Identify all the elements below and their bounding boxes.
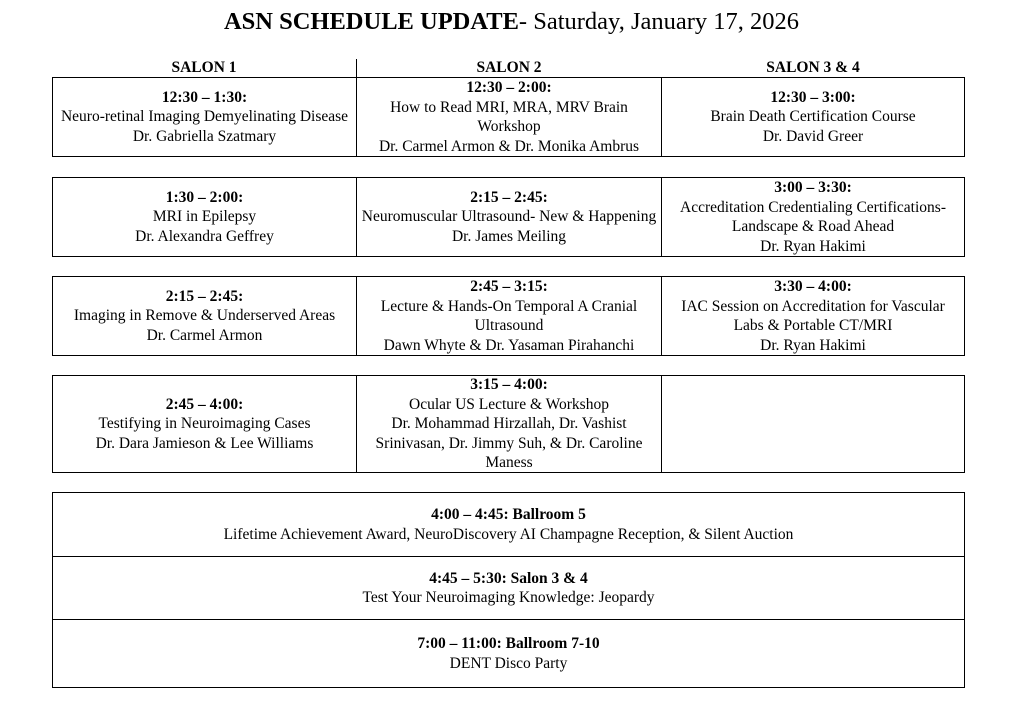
- schedule-row-3: [52, 276, 965, 356]
- session-time: 1:30 – 2:00:: [165, 188, 244, 206]
- session-cell: [357, 277, 662, 355]
- session-title: Brain Death Certification Course: [710, 108, 916, 126]
- title-date: - Saturday, January 17, 2026: [518, 8, 800, 35]
- session-time: 2:15 – 2:45:: [165, 287, 244, 305]
- column-header-salon-1: SALON 1: [171, 59, 237, 76]
- session-cell: [53, 277, 357, 355]
- session-title: IAC Session on Accreditation for Vascular Labs & Portable CT/MRI: [681, 297, 945, 334]
- session-speaker: Dr. Mohammad Hirzallah, Dr. Vashist Srinivasan, Dr. Jimmy Suh, & Dr. Caroline Maness: [375, 415, 643, 472]
- session-speaker: Dr. Ryan Hakimi: [760, 336, 866, 354]
- session-title: MRI in Epilepsy: [152, 208, 257, 226]
- event-heading: 7:00 – 11:00: Ballroom 7-10: [417, 635, 600, 652]
- session-time: 12:30 – 3:00:: [770, 88, 856, 106]
- evening-events: [52, 492, 965, 688]
- session-time: 3:30 – 4:00:: [774, 278, 852, 295]
- session-speaker: Dr. Gabriella Szatmary: [132, 127, 277, 145]
- session-time: 3:15 – 4:00:: [470, 376, 548, 394]
- session-cell: [357, 376, 662, 472]
- session-title: Imaging in Remove & Underserved Areas: [73, 307, 336, 325]
- event-description: Lifetime Achievement Award, NeuroDiscovery AI Champagne Reception, & Silent Auction: [223, 525, 794, 543]
- session-title: Ocular US Lecture & Workshop: [409, 395, 609, 413]
- event-heading: 4:45 – 5:30: Salon 3 & 4: [429, 569, 588, 587]
- event-description: Test Your Neuroimaging Knowledge: Jeopardy: [362, 589, 655, 606]
- session-cell: [662, 277, 964, 355]
- session-time: 2:45 – 4:00:: [165, 395, 244, 413]
- session-cell-empty: [662, 376, 964, 472]
- session-title: How to Read MRI, MRA, MRV Brain Workshop: [390, 98, 628, 135]
- session-speaker: Dr. Carmel Armon: [146, 326, 263, 344]
- session-cell: [53, 376, 357, 472]
- session-cell: [53, 178, 357, 256]
- session-title: Testifying in Neuroimaging Cases: [98, 415, 311, 433]
- page-title: [0, 6, 1023, 38]
- session-speaker: Dr. Dara Jamieson & Lee Williams: [95, 434, 314, 452]
- session-cell: [662, 178, 964, 256]
- event-ballroom-5: [53, 493, 964, 556]
- session-cell: [662, 78, 964, 156]
- session-speaker: Dawn Whyte & Dr. Yasaman Pirahanchi: [383, 336, 635, 354]
- session-title: Accreditation Credentialing Certifications- Landscape & Road Ahead: [680, 198, 946, 235]
- session-speaker: Dr. James Meiling: [451, 227, 567, 245]
- schedule-row-4: [52, 375, 965, 473]
- session-speaker: Dr. David Greer: [762, 127, 864, 145]
- session-speaker: Dr. Ryan Hakimi: [760, 237, 866, 255]
- session-cell: [53, 78, 357, 156]
- schedule-row-1: [52, 77, 965, 157]
- session-time: 12:30 – 1:30:: [161, 88, 248, 106]
- session-time: 2:45 – 3:15:: [470, 278, 548, 295]
- column-header-salon-3-4: SALON 3 & 4: [766, 59, 860, 76]
- session-cell: [357, 178, 662, 256]
- event-salon-3-4: [53, 556, 964, 619]
- session-speaker: Dr. Carmel Armon & Dr. Monika Ambrus: [378, 137, 640, 155]
- session-title: Neuro-retinal Imaging Demyelinating Disease: [60, 108, 349, 126]
- event-description: DENT Disco Party: [449, 654, 568, 672]
- event-heading: 4:00 – 4:45: Ballroom 5: [431, 506, 586, 523]
- session-title: Lecture & Hands-On Temporal A Cranial Ultrasound: [380, 297, 638, 334]
- session-time: 2:15 – 2:45:: [470, 188, 548, 206]
- event-ballroom-7-10: [53, 619, 964, 687]
- session-time: 3:00 – 3:30:: [774, 179, 852, 196]
- column-header-salon-2: SALON 2: [476, 59, 542, 76]
- session-speaker: Dr. Alexandra Geffrey: [135, 227, 274, 245]
- title-bold: ASN SCHEDULE UPDATE: [223, 8, 519, 35]
- session-time: 12:30 – 2:00:: [466, 79, 552, 96]
- session-cell: [357, 78, 662, 156]
- schedule-row-2: [52, 177, 965, 257]
- session-title: Neuromuscular Ultrasound- New & Happening: [361, 208, 657, 226]
